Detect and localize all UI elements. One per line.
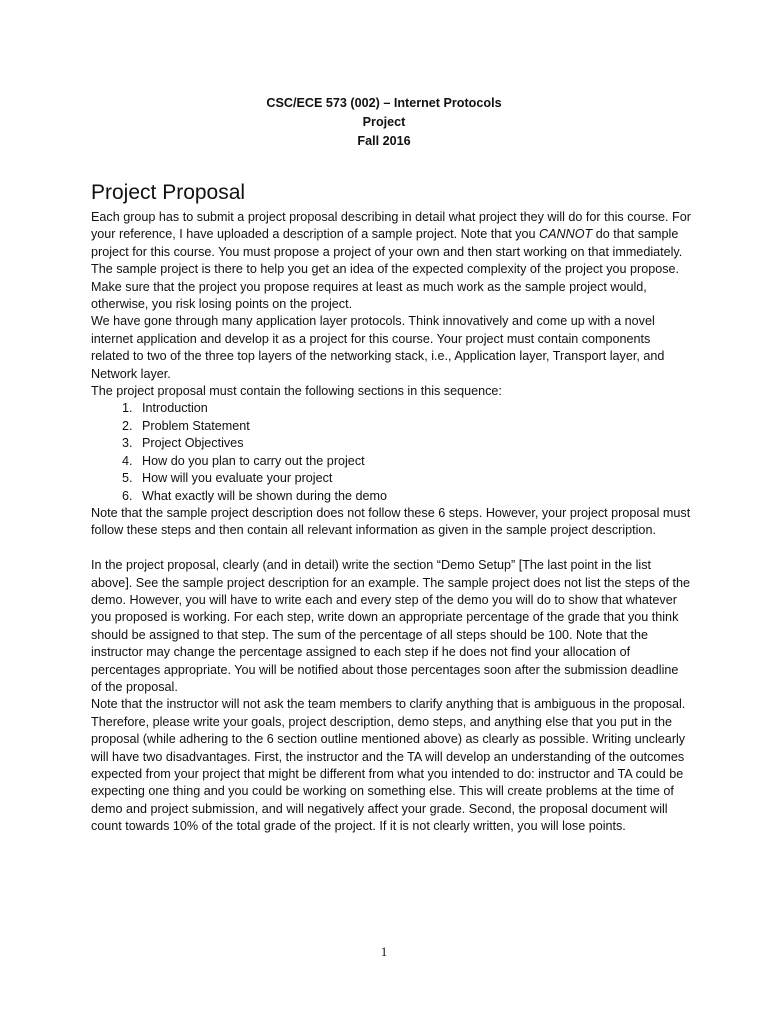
page-number: 1 [380,945,388,959]
sections-list [91,400,691,504]
paragraph-gap [91,540,691,557]
course-title: CSC/ECE 573 (002) – Internet Protocols [266,96,502,110]
list-item: 1. Introduction [136,400,691,417]
paragraph-sample-note: Note that the sample project description does not follow these 6 steps. However, your project proposal must follow these steps and then contain all relevant information as given in the sample project description. [91,505,691,538]
term: Fall 2016 [357,134,411,148]
document-kind: Project [362,115,406,129]
paragraph-intro [91,209,691,313]
paragraph-clarity: Note that the instructor will not ask the team members to clarify anything that is ambiguous in the proposal. Therefore, please write your goals, project description, demo steps, and anything else that you put in the proposal (while adhering to the 6 section outline mentioned above) as clearly as possible. Writing unclearly will have two disadvantages. First, the instructor and the TA will develop an understanding of the outcomes expected from your project that might be different from what you intended to do: instructor and TA could be expecting one thing and you could be working on something else. This will create problems at the time of demo and project submission, and will negatively affect your grade. Second, the proposal document will count towards 10% of the total grade of the project. If it is not clearly written, you will lose points. [91,697,686,834]
list-item: 5. How will you evaluate your project [136,470,691,487]
document-body [91,209,691,836]
list-item: 2. Problem Statement [136,418,691,435]
paragraph-intro-text-1: Each group has to submit a project proposal describing in detail what project they will do for this course. For your reference, I have uploaded a description of a sample project. Note that you [91,210,691,242]
paragraph-innovation: We have gone through many application layer protocols. Think innovatively and come up with a novel internet application and develop it as a project for this course. Your project must contain components related to two of the three top layers of the networking stack, i.e., Application layer, Transport layer, and Network layer. [91,314,665,381]
paragraph-intro-text-2: do that sample project for this course. You must propose a project of your own and then start working on that immediately. The sample project is there to help you get an idea of the expected complexity of the project you propose. Make sure that the project you propose requires at least as much work as the sample project would, otherwise, you risk losing points on the project. [91,227,683,312]
document-header [0,94,768,151]
list-item: 6. What exactly will be shown during the demo [136,488,691,505]
list-item: 4. How do you plan to carry out the project [136,453,691,470]
paragraph-sections-intro: The project proposal must contain the following sections in this sequence: [91,384,502,399]
emphasis-cannot: CANNOT [539,227,593,242]
list-item: 3. Project Objectives [136,435,691,452]
section-heading: Project Proposal [91,181,246,204]
paragraph-demo-setup: In the project proposal, clearly (and in detail) write the section “Demo Setup” [The last point in the list above]. See the sample project description for an example. The sample project does not list the steps of the demo. However, you will have to write each and every step of the demo you will do to show that whatever you proposed is working. For each step, write down an appropriate percentage of the grade that you think should be assigned to that step. The sum of the percentage of all steps should be 100. Note that the instructor may change the percentage assigned to each step if he does not find your allocation of percentages appropriate. You will be notified about those percentages soon after the submission deadline of the proposal. [91,558,691,694]
